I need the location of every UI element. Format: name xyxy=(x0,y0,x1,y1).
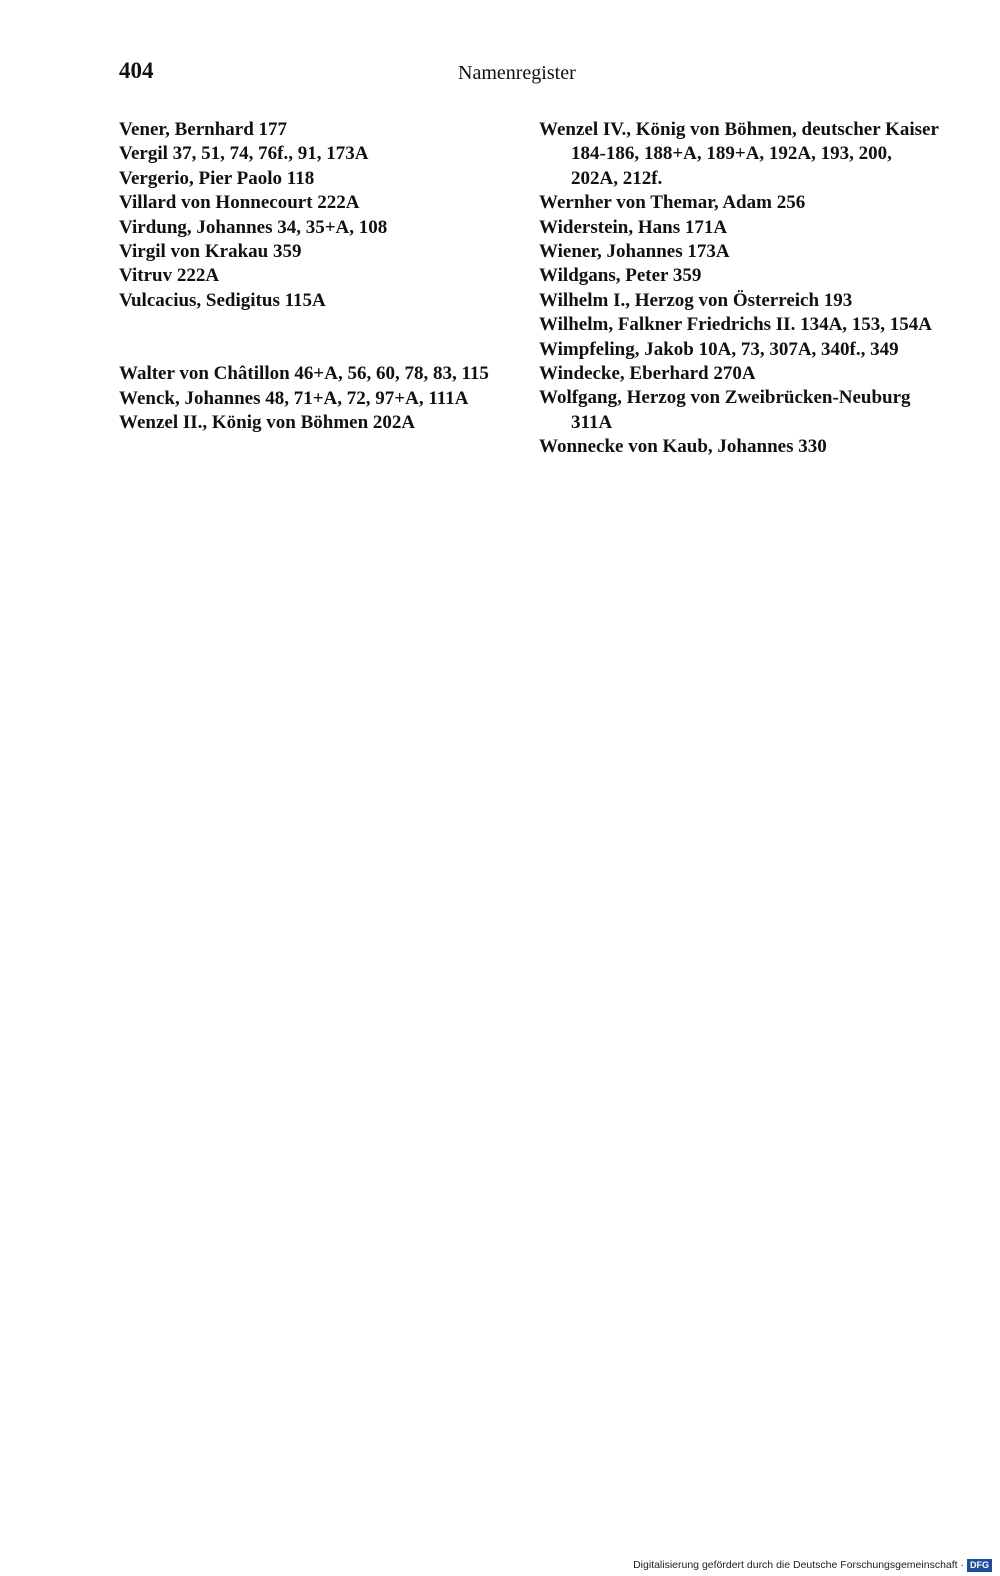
index-entry: Vener, Bernhard 177 xyxy=(119,119,288,140)
index-column-left xyxy=(119,118,519,435)
index-entry: Wilhelm, Falkner Friedrichs II. 134A, 153, 154A xyxy=(539,314,933,336)
index-entry: Vitruv 222A xyxy=(119,265,220,287)
index-column-right xyxy=(539,118,939,460)
digitization-footer xyxy=(633,1558,992,1572)
footer-credit-text: Digitalisierung gefördert durch die Deutsche Forschungsgemeinschaft · xyxy=(633,1559,964,1571)
running-head: Namenregister xyxy=(458,62,576,84)
letter-group-gap xyxy=(119,313,519,362)
index-entry: Vergerio, Pier Paolo 118 xyxy=(119,167,315,189)
page-number: 404 xyxy=(119,58,154,83)
index-entry: Wiener, Johannes 173A xyxy=(539,241,730,263)
index-entry: Wildgans, Peter 359 xyxy=(539,265,702,287)
index-entry: Vergil 37, 51, 74, 76f., 91, 173A xyxy=(119,143,369,165)
index-entry: Widerstein, Hans 171A xyxy=(539,216,728,238)
index-entry: Wenzel II., König von Böhmen 202A xyxy=(119,412,416,434)
index-entry: Villard von Honnecourt 222A xyxy=(119,192,360,214)
index-entry: Wolfgang, Herzog von Zweibrücken-Neuburg 311A xyxy=(539,387,911,433)
index-entry: Windecke, Eberhard 270A xyxy=(539,363,756,385)
index-entry: Walter von Châtillon 46+A, 56, 60, 78, 83, 115 xyxy=(119,363,489,385)
index-entry: Virdung, Johannes 34, 35+A, 108 xyxy=(119,216,388,238)
index-entry: Wilhelm I., Herzog von Österreich 193 xyxy=(539,289,853,311)
index-entry: Wonnecke von Kaub, Johannes 330 xyxy=(539,436,827,458)
index-entry: Wenzel IV., König von Böhmen, deutscher Kaiser 184-186, 188+A, 189+A, 192A, 193, 200, 202A, 212f. xyxy=(539,119,939,189)
dfg-logo: DFG xyxy=(967,1559,992,1572)
index-entry: Wimpfeling, Jakob 10A, 73, 307A, 340f., 349 xyxy=(539,338,899,360)
index-entry: Virgil von Krakau 359 xyxy=(119,241,302,263)
index-entry: Wernher von Themar, Adam 256 xyxy=(539,192,806,214)
index-entry: Wenck, Johannes 48, 71+A, 72, 97+A, 111A xyxy=(119,387,469,409)
index-entry: Vulcacius, Sedigitus 115A xyxy=(119,289,326,311)
